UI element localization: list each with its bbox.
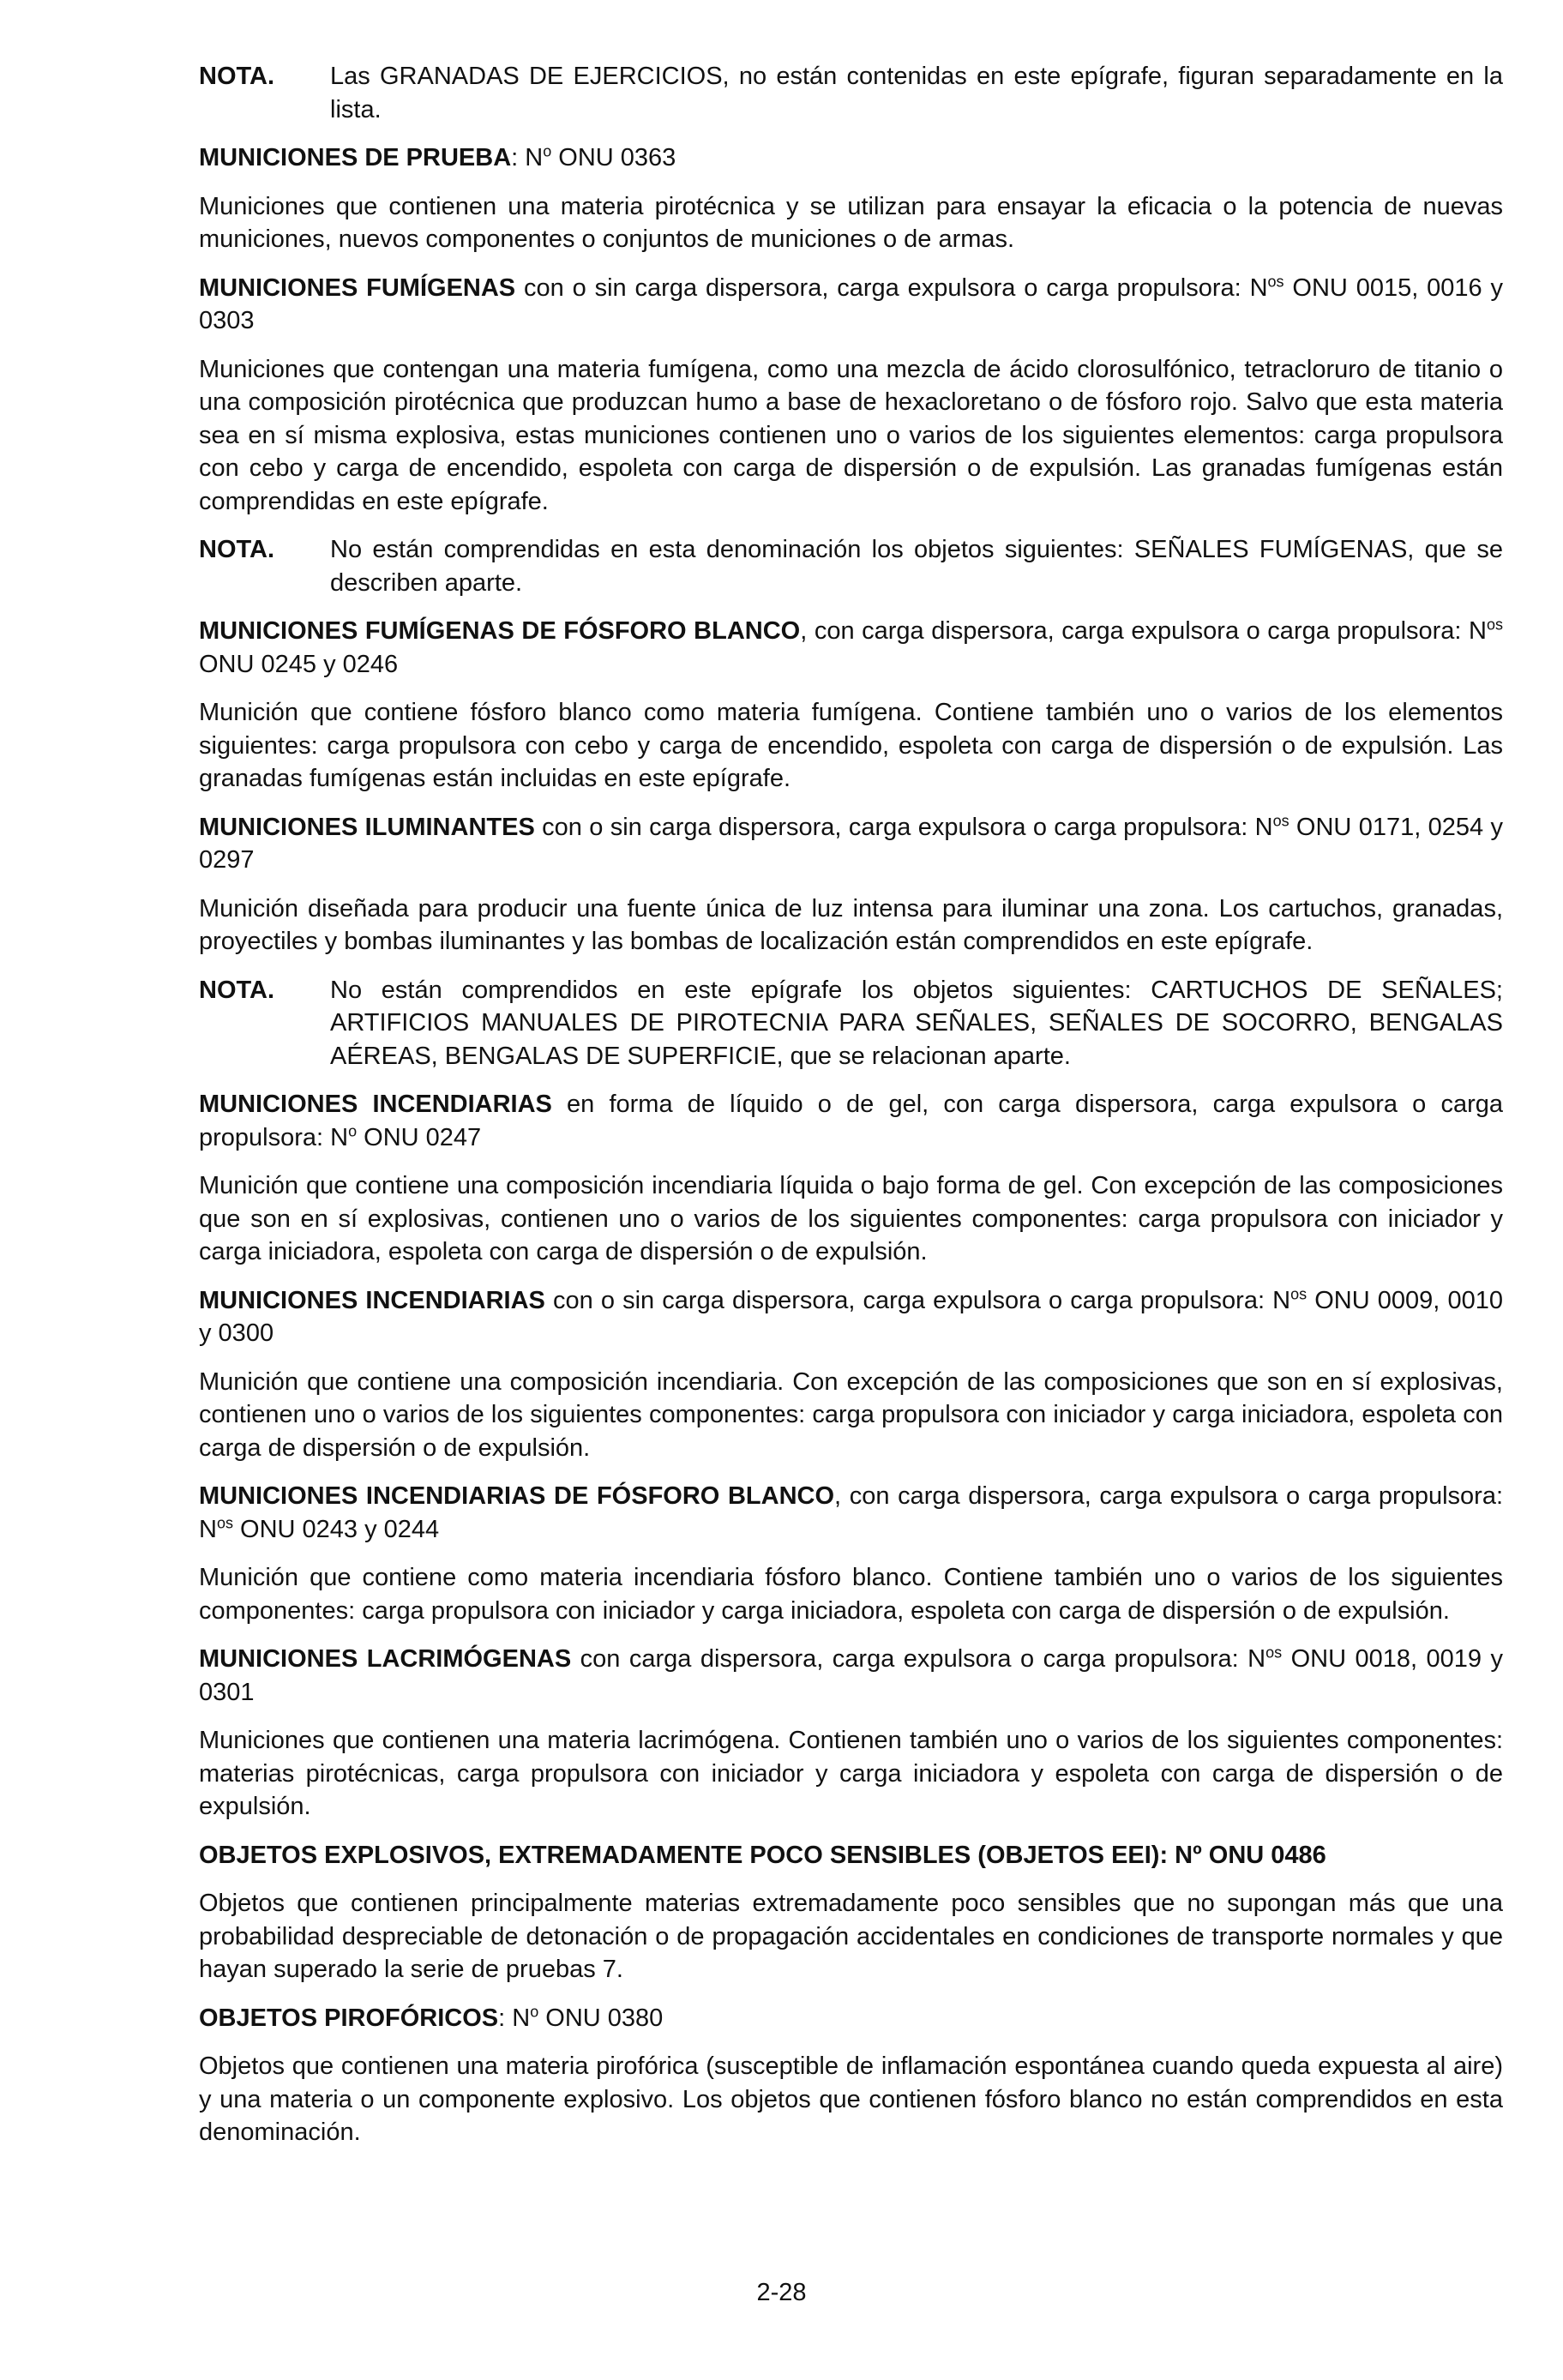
un-numbers: ONU 0247	[357, 1123, 482, 1151]
entry-description: Munición que contiene una composición incendiaria. Con excepción de las composiciones que son en sí explosivas, contienen uno o varios de los siguientes componentes: carga propulsora con iniciador y carga iniciadora, espoleta con carga de dispersión o de expulsión.	[199, 1367, 1503, 1462]
note-cartuchos-senales	[199, 974, 1503, 1073]
entry-heading-iluminantes	[199, 811, 1503, 877]
note-senales-fumigenas	[199, 533, 1503, 599]
entry-description: Municiones que contienen una materia pirotécnica y se utilizan para ensayar la eficacia o la potencia de nuevas municiones, nuevos componentes o conjuntos de municiones o de armas.	[199, 192, 1503, 253]
entry-title: MUNICIONES INCENDIARIAS	[199, 1286, 545, 1314]
entry-heading-municiones-fumigenas	[199, 272, 1503, 338]
un-numbers: ONU 0245 y 0246	[199, 650, 399, 678]
superscript: os	[1290, 1284, 1308, 1302]
note-label: NOTA.	[199, 536, 275, 563]
entry-description: Munición que contiene como materia incendiaria fósforo blanco. Contiene también uno o varios de los siguientes componentes: carga propulsora con iniciador y carga iniciadora, espoleta con carga de dispersión o de expulsión.	[199, 1564, 1503, 1625]
entry-title: OBJETOS PIROFÓRICOS	[199, 2004, 499, 2032]
entry-heading-objetos-eei	[199, 1839, 1503, 1872]
un-numbers: ONU 0363	[551, 144, 676, 171]
entry-heading-text: con o sin carga dispersora, carga expulsora o carga propulsora: N	[544, 1286, 1291, 1314]
entry-heading-municiones-prueba	[199, 141, 1503, 175]
superscript: os	[1487, 616, 1504, 634]
entry-heading-text: con carga dispersora, carga expulsora o carga propulsora: N	[571, 1645, 1266, 1673]
entry-description: Municiones que contienen una materia lacrimógena. Contienen también uno o varios de los siguientes componentes: materias pirotécnicas, carga propulsora con iniciador y carga iniciadora y espoleta con carga de dispersión o de expulsión.	[199, 1727, 1503, 1820]
superscript: os	[1265, 1644, 1283, 1662]
entry-title: MUNICIONES FUMÍGENAS	[199, 273, 516, 302]
entry-heading-text: , con carga dispersora, carga expulsora o carga propulsora: N	[800, 617, 1487, 645]
superscript: os	[1267, 272, 1284, 290]
un-numbers: ONU 0018, 0019 y 0301	[199, 1645, 1503, 1706]
superscript: os	[216, 1513, 233, 1531]
superscript: o	[543, 142, 552, 160]
entry-description: Munición que contiene una composición incendiaria líquida o bajo forma de gel. Con excepción de las composiciones que son en sí explosivas, contienen uno o varios de los siguientes componentes: carga propulsora con iniciador y carga iniciadora, espoleta con carga de dispersión o de expulsión.	[199, 1172, 1503, 1265]
note-text: No están comprendidos en este epígrafe los objetos siguientes: CARTUCHOS DE SEÑALES; ARTIFICIOS MANUALES DE PIROTECNIA PARA SEÑALES, SEÑALES DE SOCORRO, BENGALAS AÉREAS, BENGALAS DE SUPERFICIE, que se relacionan aparte.	[330, 976, 1503, 1070]
un-numbers: ONU 0171, 0254 y 0297	[199, 813, 1503, 874]
entry-heading-text: : N	[498, 2004, 531, 2032]
entry-heading-incendiarias-gel	[199, 1088, 1503, 1154]
un-numbers: ONU 0243 y 0244	[232, 1515, 440, 1543]
note-label: NOTA.	[199, 976, 275, 1004]
entry-description: Munición que contiene fósforo blanco como materia fumígena. Contiene también uno o varios de los elementos siguientes: carga propulsora con cebo y carga de encendido, espoleta con carga de dispersión o de expulsión. Las granadas fumígenas están incluidas en este epígrafe.	[199, 699, 1503, 792]
note-text: No están comprendidas en esta denominación los objetos siguientes: SEÑALES FUMÍGENAS, que se describen aparte.	[330, 536, 1503, 597]
entry-title: MUNICIONES INCENDIARIAS DE FÓSFORO BLANCO	[199, 1482, 835, 1510]
entry-description: Objetos que contienen principalmente materias extremadamente poco sensibles que no supongan más que una probabilidad despreciable de detonación o de propagación accidentales en condiciones de transporte normales y que hayan superado la serie de pruebas 7.	[199, 1890, 1503, 1983]
entry-heading-text: , con carga dispersora, carga expulsora o carga propulsora: N	[199, 1482, 1504, 1543]
un-numbers: ONU 0380	[538, 2004, 664, 2032]
note-granadas	[199, 60, 1503, 126]
entry-heading-text: : N	[511, 144, 544, 171]
superscript: o	[348, 1121, 358, 1139]
entry-heading-lacrimogenas	[199, 1643, 1503, 1709]
un-numbers: ONU 0015, 0016 y 0303	[199, 273, 1504, 334]
entry-heading-incendiarias-fosforo	[199, 1480, 1503, 1546]
entry-title: MUNICIONES LACRIMÓGENAS	[199, 1645, 572, 1673]
entry-description: Munición diseñada para producir una fuente única de luz intensa para iluminar una zona. Los cartuchos, granadas, proyectiles y bombas iluminantes y las bombas de localización están comprendidos en este epígrafe.	[199, 894, 1503, 955]
entry-heading-incendiarias	[199, 1284, 1503, 1350]
entry-heading-fumigenas-fosforo	[199, 615, 1503, 681]
entry-description: Objetos que contienen una materia pirofórica (susceptible de inflamación espontánea cuando queda expuesta al aire) y una materia o un componente explosivo. Los objetos que contienen fósforo blanco no están comprendidos en esta denominación.	[199, 2052, 1503, 2146]
superscript: os	[1272, 811, 1289, 829]
superscript: o	[530, 2002, 539, 2020]
entry-title: MUNICIONES DE PRUEBA	[199, 144, 512, 171]
entry-heading-piroforicos	[199, 2002, 1503, 2035]
note-text: Las GRANADAS DE EJERCICIOS, no están contenidas en este epígrafe, figuran separadamente en la lista.	[330, 63, 1503, 123]
entry-title: MUNICIONES FUMÍGENAS DE FÓSFORO BLANCO	[199, 617, 801, 645]
entry-description: Municiones que contengan una materia fumígena, como una mezcla de ácido clorosulfónico, tetracloruro de titanio o una composición pirotécnica que produzcan humo a base de hexacloretano o de fósforo rojo. Salvo que esta materia sea en sí misma explosiva, estas municiones contienen uno o varios de los siguientes elementos: carga propulsora con cebo y carga de encendido, espoleta con carga de dispersión o de expulsión. Las granadas fumígenas están comprendidas en este epígrafe.	[199, 355, 1503, 515]
entry-title: MUNICIONES ILUMINANTES	[199, 813, 535, 841]
entry-heading-text: con o sin carga dispersora, carga expulsora o carga propulsora: N	[515, 273, 1268, 302]
entry-heading-text: en forma de líquido o de gel, con carga dispersora, carga expulsora o carga propulsora: N	[199, 1091, 1503, 1151]
un-numbers: ONU 0009, 0010 y 0300	[199, 1286, 1503, 1347]
entry-heading-text: con o sin carga dispersora, carga expulsora o carga propulsora: N	[534, 813, 1273, 841]
entry-title: OBJETOS EXPLOSIVOS, EXTREMADAMENTE POCO SENSIBLES (OBJETOS EEI): Nº ONU 0486	[199, 1841, 1326, 1869]
entry-title: MUNICIONES INCENDIARIAS	[199, 1091, 552, 1118]
note-label: NOTA.	[199, 63, 275, 90]
page-number: 2-28	[756, 2279, 807, 2306]
